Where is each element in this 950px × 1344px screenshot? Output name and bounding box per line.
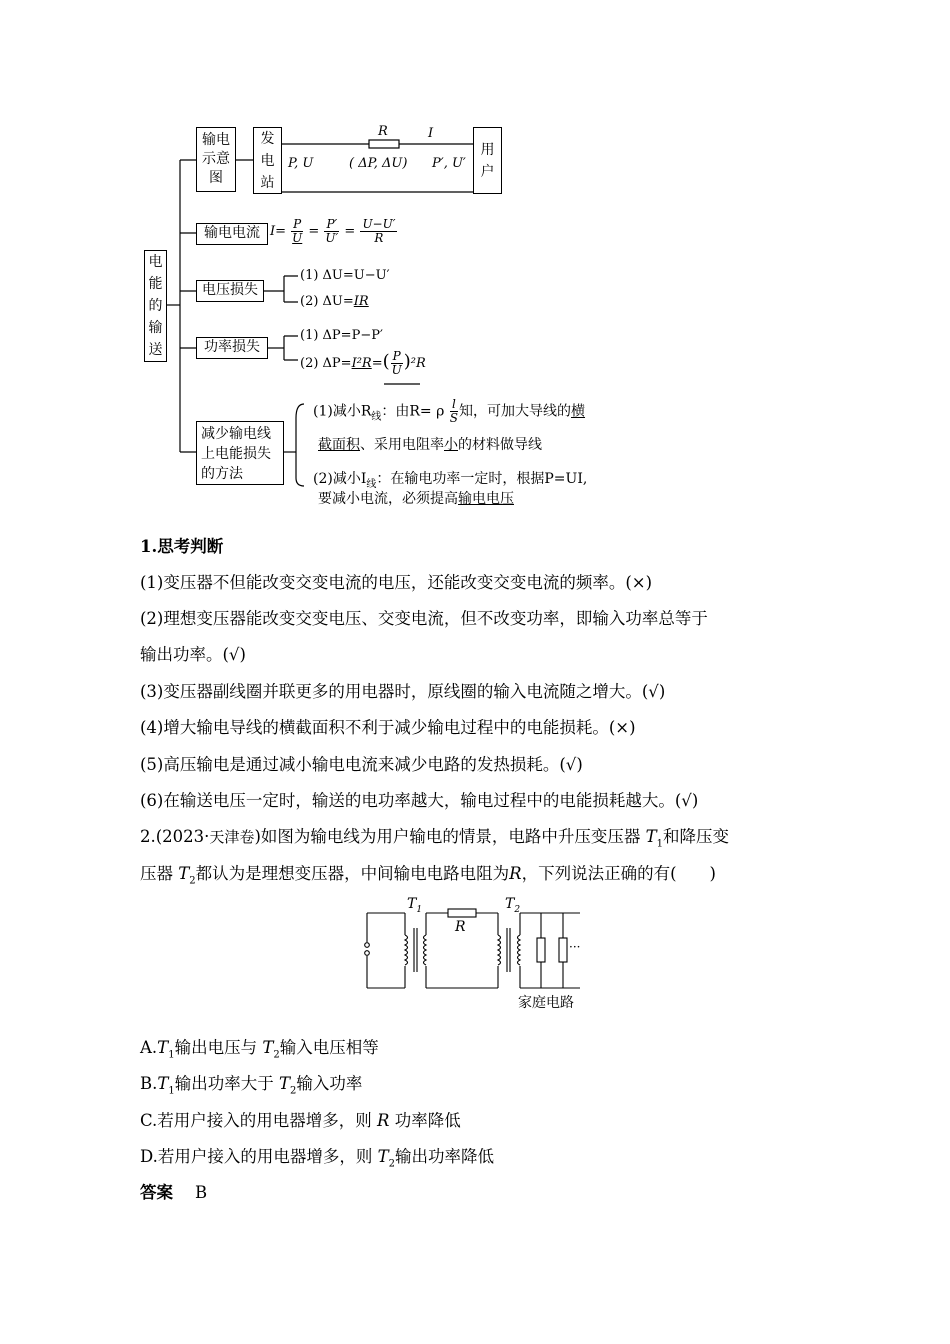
q2-t1: T [645,827,657,846]
voltage-2-ir: IR [353,294,369,309]
circuit-t2: T [505,896,515,912]
q2-line1-a: 2.(2023· [140,827,210,846]
power-2-suffix: ²R [410,356,426,371]
opt-b-t1: T [157,1074,169,1093]
power-frac-den: U [391,363,402,377]
q2-source: 天津卷 [209,828,255,846]
pu-prime-label: P′, U′ [432,156,466,171]
opt-d-t2: T [377,1147,389,1166]
option-a [140,1037,379,1066]
current-frac-2-num: P′ [326,217,338,231]
circuit-t2-sub: 2 [514,904,521,915]
q2-t1-sub: 1 [656,838,664,850]
q2-line1-b: )如图为输电线为用户输电的情景，电路中升压变压器 [254,827,646,846]
opt-b-t1-sub: 1 [168,1085,175,1097]
power-2-prefix: (2) ΔP= [300,356,352,371]
opt-b-t2-sub: 2 [290,1085,297,1097]
power-formula-1: (1) ΔP=P−P′ [300,328,383,343]
judge-item-4: (4)增大输电导线的横截面积不利于减少输电过程中的电能损耗。(×) [140,718,636,737]
resistor-label: R [378,124,388,139]
circuit-t2-label [505,896,520,915]
circuit-home-label: 家庭电路 [518,995,574,1011]
method-2a: (2)减小I [313,471,367,487]
q2-line2-a: 压器 [140,864,179,883]
current-frac-1 [291,218,303,245]
current-frac-2-den: U′ [325,231,339,245]
vertical-char: 送 [148,342,163,358]
method-2c: 要减小电流，必须提高 [318,491,458,507]
pu-label: P, U [288,156,314,171]
power-formula-2 [300,350,426,377]
circuit-t1: T [407,896,417,912]
power-node [196,337,268,359]
method-2-line2 [318,488,514,508]
opt-b-2: 输出功率大于 [174,1074,280,1093]
method-1e: 的材料做导线 [458,437,542,453]
voltage-formula-2 [300,294,369,309]
current-frac-3-num: U−U′ [362,217,396,231]
q2-line1-c: 和降压变 [663,827,730,846]
option-b [140,1073,362,1102]
judge-item-1: (1)变压器不但能改变交变电流的电压，还能改变交变电流的频率。(×) [140,573,653,592]
paren-right: ) [403,351,411,372]
opt-a-t1-sub: 1 [168,1049,175,1061]
user-box [473,127,502,194]
current-frac-1-den: U [292,231,303,245]
vertical-char: 户 [480,163,495,180]
vertical-char: 的 [148,298,163,314]
circuit-r-label: R [455,919,466,935]
station-box [253,127,282,194]
q2-t2: T [178,864,190,883]
power-frac [391,350,403,377]
option-c [140,1110,461,1132]
circuit-t1-sub: 1 [416,904,423,915]
q2-r: R [509,864,522,883]
method-2-u: 输电电压 [458,491,514,507]
q2-line2-b: 都认为是理想变压器，中间输电电路电阻为 [195,864,510,883]
power-node-label: 功率损失 [204,339,260,355]
current-label: I [428,126,434,141]
judge-item-2: (2)理想变压器能改变交变电压、交变电流，但不改变功率，即输入功率总等于 [140,609,708,628]
current-frac-3 [360,218,397,245]
method-1-u3: 小 [444,437,458,453]
answer-label: 答案 [140,1183,173,1202]
paren-left: ( [382,351,390,372]
judge-item-5: (5)高压输电是通过减小输电电流来减少电路的发热损耗。(√) [140,755,583,774]
power-2-i2r: I²R [351,356,372,371]
voltage-node [196,280,264,302]
question2-line2 [140,863,716,892]
vertical-char: 用 [480,141,495,158]
current-frac-1-num: P [293,217,302,231]
method-1-frac [450,398,458,425]
option-d [140,1146,494,1175]
method-1-sub: 线 [371,411,382,423]
vertical-char: 能 [148,276,163,292]
vertical-char: 发 [260,130,275,147]
method-2b: ：在输电功率一定时，根据P=UI, [376,471,588,487]
method-2-sub: 线 [366,478,377,490]
method-2-line1 [313,468,587,490]
opt-b-3: 输入功率 [296,1074,363,1093]
method-1a: (1)减小R [313,403,372,420]
answer-line [140,1182,207,1204]
method-1-den: S [449,411,459,425]
opt-c-1: C.若用户接入的用电器增多，则 [140,1111,378,1130]
opt-a-t2-sub: 2 [273,1049,280,1061]
method-node-label: 减少输电线上电能损失的方法 [201,426,271,482]
vertical-char: 站 [260,174,275,191]
circuit-t1-label [407,896,422,915]
eq-1: = [308,224,320,239]
current-formula [270,218,398,245]
vertical-char: 电 [260,152,275,169]
eq-2: = [344,224,356,239]
opt-a-3: 输入电压相等 [279,1038,379,1057]
opt-a-1: A. [140,1038,158,1057]
method-1-u1: 横 [571,403,586,420]
vertical-char: 电 [148,254,163,270]
method-1d: 、采用电阻率 [360,437,444,453]
circuit-dots: ··· [569,940,581,954]
method-node [196,421,284,485]
judge-item-2-cont: 输出功率。(√) [140,645,246,664]
current-formula-prefix: I= [270,224,287,239]
q2-t2-sub: 2 [189,875,196,887]
judge-item-3: (3)变压器副线圈并联更多的用电器时，原线圈的输入电流随之增大。(√) [140,682,666,701]
opt-c-2: 功率降低 [389,1111,461,1130]
opt-d-1: D.若用户接入的用电器增多，则 [140,1147,378,1166]
method-1-line1 [313,398,585,425]
method-1b: ：由R= ρ [381,403,445,420]
current-node-label: 输电电流 [204,225,260,241]
delta-label: ( ΔP, ΔU) [349,156,408,171]
power-2-eq: = [371,356,383,371]
method-1-u2: 截面积 [318,437,360,453]
mindmap-root [144,250,167,362]
opt-a-2: 输出电压与 [174,1038,263,1057]
opt-b-1: B. [140,1074,158,1093]
method-1-num: l [451,397,456,411]
current-frac-3-den: R [374,231,384,245]
voltage-node-label: 电压损失 [202,282,258,298]
opt-a-t2: T [262,1038,274,1057]
voltage-formula-1: (1) ΔU=U−U′ [300,268,390,283]
section1-title: 1.思考判断 [140,537,224,556]
voltage-2-prefix: (2) ΔU= [300,294,354,309]
method-1-line2 [318,434,542,454]
question2-line1 [140,826,729,855]
q2-line2-c: ，下列说法正确的有( ) [521,864,716,883]
method-1c: 知，可加大导线的 [459,403,572,420]
opt-c-r: R [377,1111,390,1130]
current-node [196,223,268,245]
diagram-label: 输电示意图 [202,132,230,186]
opt-b-t2: T [279,1074,291,1093]
power-frac-num: P [392,349,401,363]
diagram-label-box [196,127,236,192]
answer-value: B [195,1183,208,1202]
vertical-char: 输 [148,320,163,336]
opt-a-t1: T [157,1038,169,1057]
judge-item-6: (6)在输送电压一定时，输送的电功率越大，输电过程中的电能损耗越大。(√) [140,791,699,810]
opt-d-2: 输出功率降低 [395,1147,495,1166]
opt-d-t2-sub: 2 [388,1158,396,1170]
current-frac-2 [324,218,339,245]
